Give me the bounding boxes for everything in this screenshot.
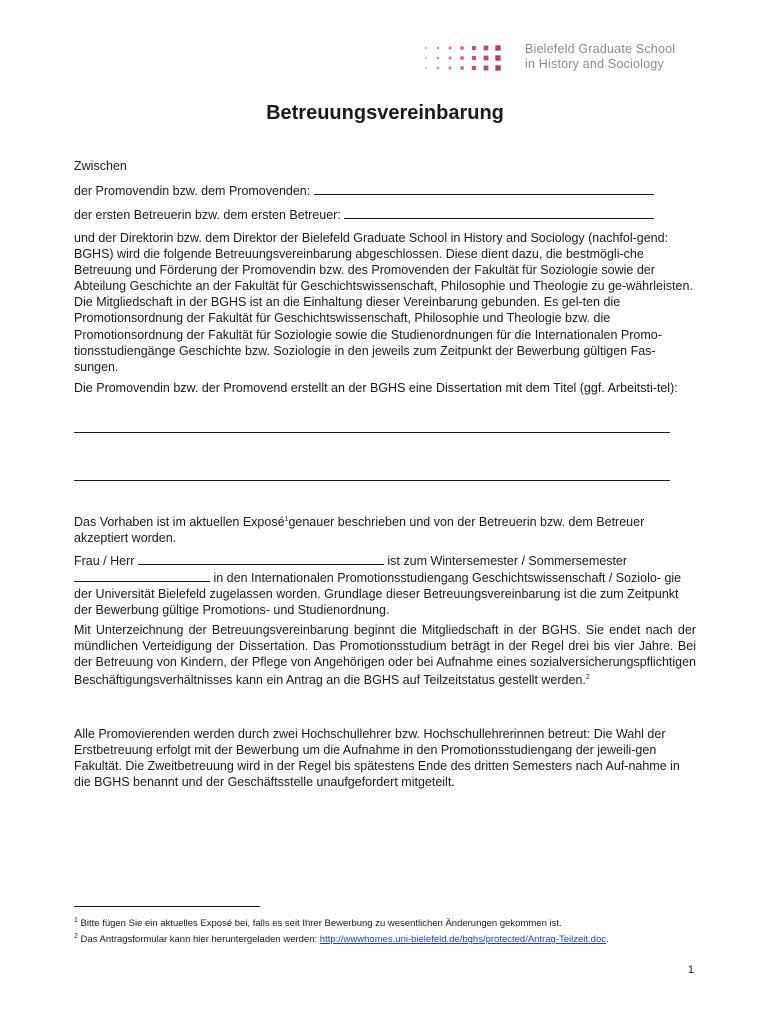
footnote-2-number: 2	[74, 933, 78, 941]
enrollment-text-c: gie der Universität Bielefeld zugelassen worden. Grundlage dieser Betreuungsvereinbarung ist die zum Zeitpunkt der Bewerbung gültige Promotions- und Studienordnung.	[74, 571, 682, 618]
page-number: 1	[687, 964, 694, 976]
paragraph-dissertation: Die Promovendin bzw. der Promovend erstellt an der BGHS eine Dissertation mit dem Titel (ggf. Arbeitsti-tel):	[74, 381, 678, 395]
logo-text	[525, 42, 675, 72]
zwischen-text: Zwischen	[74, 159, 127, 173]
enrollment-text-b: in den Internationalen Promotionsstudiengang Geschichtswissenschaft / Soziolo-	[213, 571, 661, 586]
footnote-1-text: Bitte fügen Sie ein aktuelles Exposé bei, falls es seit Ihrer Bewerbung zu wesentlichen Änderungen gekommen ist.	[80, 918, 562, 930]
paragraph-supervision: Alle Promovierenden werden durch zwei Hochschullehrer bzw. Hochschullehrerinnen betreut: Die Wahl der Erstbetreuung erfolgt mit der Bewerbung um die Aufnahme in den Promotionsstudiengang der jeweili-gen Fakultät. Die Zweitbetreuung wird in der Regel bis spätestens Ende des dritten Semesters nach Auf-nahme in die BGHS benannt und der Geschäftsstelle unaufgefordert mitgeteilt.	[74, 727, 680, 790]
betreuer-name-field[interactable]	[344, 206, 654, 219]
logo-line-2: in History and Sociology	[525, 57, 664, 71]
paragraph-enrollment	[74, 552, 696, 618]
footnote-2	[74, 930, 696, 946]
paragraph-expose	[74, 512, 696, 546]
footnote-ref-2: 2	[585, 674, 590, 682]
document-title: Betreuungsvereinbarung	[266, 102, 504, 124]
promovend-name-field[interactable]	[314, 182, 654, 195]
footnote-2-text: Das Antragsformular kann hier heruntergeladen werden:	[80, 934, 320, 946]
promovend-label: der Promovendin bzw. dem Promovenden:	[74, 184, 311, 198]
candidate-name-field[interactable]	[138, 552, 384, 565]
logo-line-1: Bielefeld Graduate School	[525, 42, 676, 56]
paragraph-intro: und der Direktorin bzw. dem Direktor der Bielefeld Graduate School in History and Sociology (nachfol-gend: BGHS) wird die folgende Betreuungsvereinbarung abgeschlossen. Diese dient dazu, die bestmögli-che Betreuung und Förderung der Promovendin bzw. des Promovenden der Fakultät für Soziologie sowie der Abteilung Geschichte an der Fakultät für Geschichtswissenschaft, Philosophie und Theologie zu ge-währleisten. Die Mitgliedschaft in der BGHS ist an die Einhaltung dieser Vereinbarung gebunden. Es gel-ten die Promotionsordnung der Fakultät für Geschichtswissenschaft, Philosophie und Theologie bzw. die Promotionsordnung der Fakultät für Soziologie sowie die Studienordnungen für die Internationalen Promo-tionsstudiengänge Geschichte bzw. Soziologie in den jeweils zum Zeitpunkt der Bewerbung gültigen Fas-sungen.	[74, 231, 693, 374]
footnote-1-number: 1	[74, 917, 78, 924]
footnotes	[74, 914, 696, 946]
promovend-row	[74, 182, 696, 199]
semester-text: ist zum Wintersemester / Sommersemester	[387, 554, 628, 568]
betreuer-row	[74, 206, 696, 223]
antrag-teilzeit-link[interactable]: http://wwwhomes.uni-bielefeld.de/bghs/protected/Antrag-Teilzeit.doc	[319, 934, 606, 946]
paragraph-membership	[74, 622, 696, 689]
footnote-divider	[74, 906, 260, 907]
semester-year-field[interactable]	[74, 569, 210, 582]
dissertation-title-line-1[interactable]	[74, 432, 670, 433]
footnote-ref-1: 1	[284, 516, 289, 523]
logo-dot-grid-icon	[422, 44, 518, 74]
dissertation-title-line-2[interactable]	[74, 480, 670, 481]
membership-text: Mit Unterzeichnung der Betreuungsvereinbarung beginnt die Mitgliedschaft in der BGHS. Sie endet nach der mündlichen Verteidigung der Dissertation. Das Promotionsstudium beträgt in der Regel drei bis vier Jahre. Bei der Betreuung von Kindern, der Pflege von Angehörigen oder bei Aufnahme eines sozialversicherungspflichtigen Beschäftigungsverhältnisses kann ein Antrag an die BGHS auf Teilzeitstatus gestellt werden.	[74, 623, 696, 688]
expose-text-a: Das Vorhaben ist im aktuellen Exposé	[74, 515, 285, 530]
frau-herr-label: Frau / Herr	[74, 554, 135, 568]
footnote-1	[74, 914, 696, 930]
footnote-2-end: .	[606, 934, 609, 946]
betreuer-label: der ersten Betreuerin bzw. dem ersten Betreuer:	[74, 208, 341, 222]
expose-text-b: genauer beschrieben und von der Betreuerin bzw. dem Betreuer akzeptiert worden.	[74, 515, 645, 546]
